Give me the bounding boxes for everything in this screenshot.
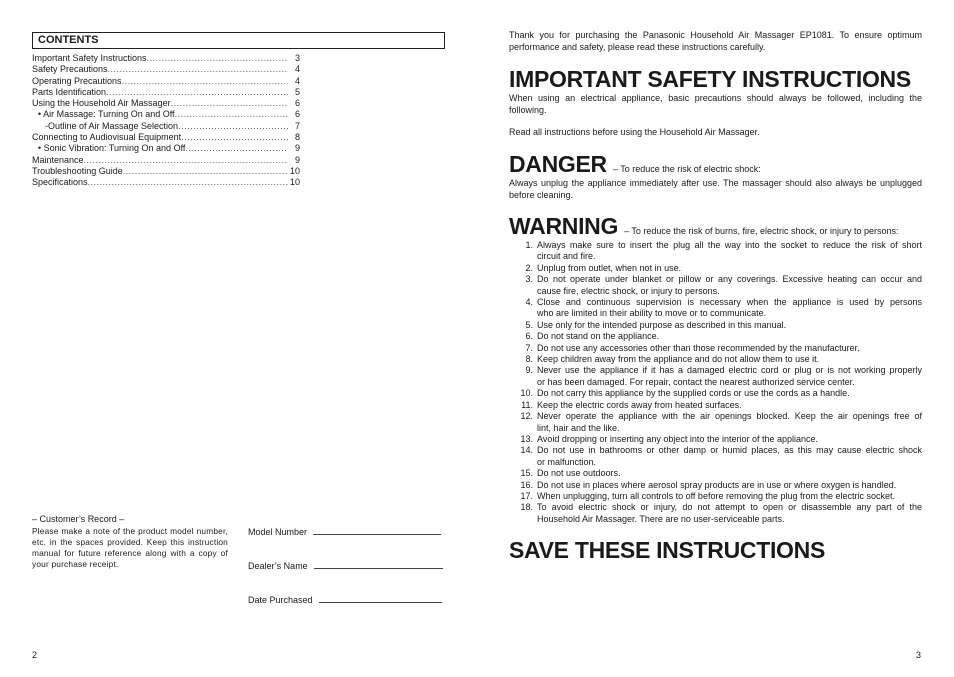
warning-item	[509, 331, 922, 342]
toc-entry-page: 7	[294, 120, 300, 131]
important-safety-heading: IMPORTANT SAFETY INSTRUCTIONS	[509, 66, 911, 92]
toc-entry	[32, 109, 300, 120]
warning-text: Do not use outdoors.	[537, 468, 621, 479]
warning-number: 7.	[525, 342, 533, 353]
warning-item	[509, 251, 922, 262]
toc-entry-label: Safety Precautions	[32, 64, 108, 75]
warning-item	[509, 320, 922, 331]
warning-text: To avoid electric shock or injury, do not attempt to open or disassemble any part of the	[537, 502, 922, 513]
toc-entry	[32, 143, 300, 154]
toc-entry	[32, 121, 300, 132]
danger-heading: DANGER	[509, 151, 607, 177]
dealer-name-field	[248, 560, 443, 571]
warning-number	[509, 308, 533, 319]
toc-leader-dots	[123, 166, 288, 177]
toc-entry	[32, 98, 300, 109]
warning-number: 13.	[520, 433, 533, 444]
main-text-2: Read all instructions before using the Household Air Massager.	[509, 127, 760, 137]
warning-item	[509, 514, 922, 525]
danger-heading-row	[509, 151, 761, 177]
warning-item	[509, 354, 922, 365]
warning-number	[509, 457, 533, 468]
warning-item	[509, 308, 922, 319]
warning-heading: WARNING	[509, 213, 619, 239]
warning-number	[509, 251, 533, 262]
warning-number: 15.	[520, 468, 533, 479]
warning-item	[509, 491, 922, 502]
warning-text: who are limited in their ability to move or to communicate.	[537, 308, 767, 319]
warning-number: 11.	[521, 399, 533, 410]
warning-item	[509, 343, 922, 354]
warning-text: Do not use in bathrooms or other damp or humid places, as this may cause electric shock	[537, 445, 922, 456]
warning-heading-row	[509, 213, 899, 239]
toc-entry-page: 6	[294, 98, 300, 109]
warning-text: Use only for the intended purpose as described in this manual.	[537, 319, 787, 330]
warning-item	[509, 365, 922, 376]
warning-number: 9.	[525, 365, 533, 376]
warning-number: 14.	[520, 445, 533, 456]
toc-entry	[32, 87, 300, 98]
toc-entry-label: Connecting to Audiovisual Equipment	[32, 132, 182, 143]
toc-leader-dots	[122, 76, 288, 87]
toc-entry-page: 4	[294, 64, 300, 75]
warning-number: 10.	[520, 388, 533, 399]
toc-entry-label: Parts Identification	[32, 86, 107, 97]
warning-item	[509, 274, 922, 285]
warning-text: Never operate the appliance with the air openings blocked. Keep the air openings free of	[537, 411, 922, 422]
warning-number: 4.	[525, 297, 533, 308]
warning-number: 2.	[525, 262, 533, 273]
warning-number: 16.	[520, 479, 533, 490]
warning-number	[509, 377, 533, 388]
warning-text: Do not carry this appliance by the supplied cords or use the cords as a handle.	[537, 388, 850, 399]
warning-item	[509, 468, 922, 479]
warning-number: 8.	[525, 354, 533, 365]
warning-text: Do not operate under blanket or pillow or any coverings. Excessive heating can occur and	[537, 274, 922, 285]
warning-item	[509, 388, 922, 399]
warning-list	[509, 240, 922, 525]
toc-entry	[32, 53, 300, 64]
toc-leader-dots	[185, 143, 288, 154]
warning-text: Never use the appliance if it has a damaged electric cord or plug or is not working properly	[537, 365, 922, 376]
toc-entry-label: Important Safety Instructions	[32, 53, 147, 63]
toc-entry	[32, 132, 300, 143]
toc-leader-dots	[147, 53, 288, 64]
warning-text: lint, hair and the like.	[537, 422, 620, 433]
warning-item	[509, 445, 922, 456]
toc-entry-label: Troubleshooting Guide	[32, 165, 123, 176]
warning-number	[509, 423, 533, 434]
toc-leader-dots	[178, 121, 288, 132]
toc-entry-label: Using the Household Air Massager	[32, 98, 171, 109]
warning-text: Close and continuous supervision is necessary when the appliance is used by persons	[537, 297, 922, 308]
warning-text: cause fire, electric shock, or injury to persons.	[537, 285, 720, 296]
toc-entry-page: 10	[289, 177, 300, 188]
warning-number	[509, 286, 533, 297]
warning-number: 12.	[520, 411, 533, 422]
warning-note: – To reduce the risk of burns, fire, electric shock, or injury to persons:	[624, 226, 899, 236]
contents-title: CONTENTS	[38, 34, 99, 46]
toc-entry-label: • Sonic Vibration: Turning On and Off	[38, 143, 186, 154]
toc-leader-dots	[88, 177, 288, 188]
danger-text: Always unplug the appliance immediately after use. The massager should also always be unplugged before cleaning.	[509, 178, 922, 200]
model-number-label: Model Number	[248, 527, 308, 537]
page-number-left: 2	[32, 650, 38, 660]
dealer-name-label: Dealer’s Name	[248, 561, 308, 571]
warning-item	[509, 286, 922, 297]
date-purchased-line	[319, 594, 442, 603]
toc-entry-page: 10	[289, 165, 300, 176]
toc-entry	[32, 76, 300, 87]
warning-text: When unplugging, turn all controls to off before removing the plug from the electric socket.	[537, 490, 896, 501]
warning-text: Unplug from outlet, when not in use.	[537, 262, 682, 273]
customer-record-text: Please make a note of the product model number, etc. in the spaces provided. Keep this instruction manual for future reference along with a copy of your purchase receipt.	[32, 526, 228, 569]
dealer-name-line	[314, 560, 443, 569]
warning-item	[509, 411, 922, 422]
warning-number: 5.	[525, 319, 533, 330]
warning-text: Avoid dropping or inserting any object into the interior of the appliance.	[537, 433, 819, 444]
warning-text: or malfunction.	[537, 456, 597, 467]
warning-item	[509, 434, 922, 445]
warning-number: 6.	[525, 331, 533, 342]
warning-item	[509, 240, 922, 251]
warning-item	[509, 263, 922, 274]
warning-text: Always make sure to insert the plug all the way into the socket to reduce the risk of short	[537, 240, 922, 250]
warning-item	[509, 423, 922, 434]
toc-entry	[32, 166, 300, 177]
toc-entry	[32, 64, 300, 75]
warning-text: or has been damaged. For repair, contact the nearest authorized service center.	[537, 376, 855, 387]
warning-item	[509, 377, 922, 388]
page-number-right: 3	[916, 650, 922, 660]
warning-text: Do not use in places where aerosol spray products are in use or where oxygen is handled.	[537, 479, 897, 490]
toc-leader-dots	[171, 98, 288, 109]
warning-text: Do not use any accessories other than those recommended by the manufacturer.	[537, 342, 860, 353]
warning-text: Keep children away from the appliance and do not allow them to use it.	[537, 354, 820, 365]
model-number-field	[248, 526, 441, 537]
date-purchased-field	[248, 594, 442, 605]
toc-entry-label: Maintenance	[32, 154, 84, 165]
warning-item	[509, 502, 922, 513]
main-text-1: When using an electrical appliance, basic precautions should always be followed, including the following.	[509, 93, 922, 115]
warning-text: Keep the electric cords away from heated surfaces.	[537, 399, 742, 410]
save-instructions-heading: SAVE THESE INSTRUCTIONS	[509, 537, 825, 563]
toc-entry-page: 5	[294, 86, 300, 97]
warning-item	[509, 457, 922, 468]
warning-number	[509, 514, 533, 525]
toc-entry-page: 6	[294, 109, 300, 120]
toc-entry-page: 3	[294, 53, 300, 63]
model-number-line	[313, 526, 441, 535]
toc-entry-label: -Outline of Air Massage Selection	[45, 120, 179, 131]
toc-entry-label: Operating Precautions	[32, 75, 122, 86]
toc-leader-dots	[84, 155, 288, 166]
toc-leader-dots	[108, 64, 288, 75]
warning-item	[509, 297, 922, 308]
toc-entry-page: 9	[294, 154, 300, 165]
toc-entry	[32, 155, 300, 166]
customer-record-heading: – Customer’s Record –	[32, 514, 125, 524]
intro-text: Thank you for purchasing the Panasonic Household Air Massager EP1081. To ensure optimum performance and safety, please read these instructions carefully.	[509, 30, 922, 52]
date-purchased-label: Date Purchased	[248, 595, 313, 605]
contents-header-box	[32, 32, 445, 49]
warning-text: Household Air Massager. There are no user-serviceable parts.	[537, 513, 785, 524]
danger-note: – To reduce the risk of electric shock:	[612, 164, 761, 174]
toc-leader-dots	[175, 109, 288, 120]
toc-entry	[32, 177, 300, 188]
warning-number: 3.	[525, 274, 533, 285]
toc-entry-label: • Air Massage: Turning On and Off	[38, 109, 175, 120]
warning-number: 18.	[520, 502, 533, 513]
warning-item	[509, 480, 922, 491]
toc-leader-dots	[181, 132, 288, 143]
toc-entry-page: 8	[294, 132, 300, 143]
warning-text: circuit and fire.	[537, 251, 596, 262]
warning-number: 17.	[520, 490, 533, 501]
toc-entry-label: Specifications	[32, 177, 88, 188]
table-of-contents	[32, 53, 300, 189]
toc-entry-page: 4	[294, 75, 300, 86]
toc-entry-page: 9	[294, 143, 300, 154]
warning-number: 1.	[525, 240, 533, 250]
warning-item	[509, 400, 922, 411]
toc-leader-dots	[106, 87, 288, 98]
warning-text: Do not stand on the appliance.	[537, 331, 660, 342]
